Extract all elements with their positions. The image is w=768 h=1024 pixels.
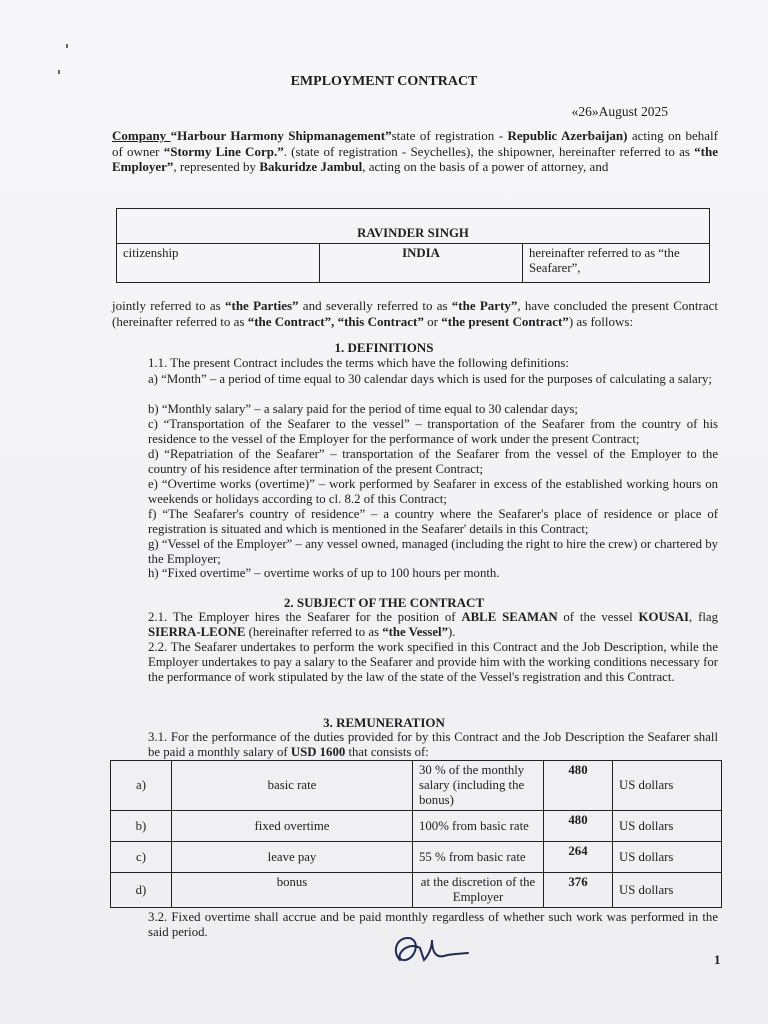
row-letter: b) [111,811,172,842]
clause-text: , flag [689,610,718,624]
definition-item: c) “Transportation of the Seafarer to the vessel” – transportation of the Seafarer from the country of his residence to the vessel of the Employer for the performance of work under the present Contract; [148,417,718,447]
jointly-text: and severally referred to as [298,298,452,313]
row-item: basic rate [172,761,413,811]
clause-text: 2.1. The Employer hires the Seafarer for the position of [148,610,462,624]
definition-item: d) “Repatriation of the Seafarer” – transportation of the Seafarer from the vessel of the Employer to the country of his residence after termination of the present Contract; [148,447,718,477]
document-title: EMPLOYMENT CONTRACT [290,74,478,89]
intro-text: acting on behalf of owner [112,128,718,159]
intro-text: state of registration - [391,128,508,143]
clause-text: (hereinafter referred to as [245,625,383,640]
scan-mark [66,44,68,48]
row-amount: 376 [544,873,613,908]
row-letter: c) [111,842,172,873]
definition-item: f) “The Seafarer's country of residence” – a country where the Seafarer's place of residence or place of registration is situated and which is mentioned in the Seafarer' details in this Contract; [148,507,718,537]
owner-name: “Stormy Line Corp.” [163,143,284,159]
clause-text: of the vessel [557,610,639,624]
representative-name: Bakuridze Jambul [259,159,363,174]
jointly-text: , have concluded the present Contract (hereinafter referred to as [112,298,719,329]
vessel-term: “the Vessel” [382,625,448,640]
row-item: fixed overtime [172,811,413,842]
clause-3-2: 3.2. Fixed overtime shall accrue and be paid monthly regardless of whether such work was performed in the said period. [148,910,718,940]
row-currency: US dollars [613,811,722,842]
section-3-heading: 3. REMUNERATION [323,715,445,730]
seafarer-referred-text: hereinafter referred to as “the Seafarer”, [523,244,710,283]
vessel-name: KOUSAI [638,610,690,624]
intro-text: . (state of registration - Seychelles), the shipowner, hereinafter referred to as [283,143,695,159]
contract-term: “the Contract”, “this Contract” [247,313,424,329]
company-label: Company [112,128,171,143]
definition-item: e) “Overtime works (overtime)” – work performed by Seafarer in excess of the established working hours on weekends or holidays according to cl. 8.2 of this Contract; [148,477,718,507]
signature-stroke [396,938,468,960]
row-amount: 480 [544,811,613,842]
party-term: “the Party” [451,298,518,313]
signature [388,930,478,974]
clause-text: that consists of: [345,745,429,760]
clause-2-2: 2.2. The Seafarer undertakes to perform the work specified in this Contract and the Job Description, while the Employer undertakes to pay a salary to the Seafarer and provide him with the working conditions necessary for the performance of work stipulated by the law of the state of the Vessel's registration and this Contract. [148,640,718,685]
seafarer-name: RAVINDER SINGH [117,209,710,244]
page-number: 1 [714,952,721,967]
clause-2-1 [112,610,718,640]
row-basis: at the discretion of the Employer [413,873,544,908]
remuneration-table [110,760,722,908]
row-letter: d) [111,873,172,908]
row-letter: a) [111,761,172,811]
clause-3-1 [112,730,718,760]
row-currency: US dollars [613,842,722,873]
row-amount: 480 [544,761,613,811]
table-row [111,842,722,873]
section-1-heading: 1. DEFINITIONS [334,340,434,355]
clause-text: ). [447,625,456,640]
parties-term: “the Parties” [225,298,299,313]
vessel-flag: SIERRA-LEONE [148,625,246,640]
row-item: bonus [172,873,413,908]
jointly-paragraph [112,298,718,329]
table-row [111,761,722,811]
present-contract-term: “the present Contract” [441,313,569,329]
jointly-text: jointly referred to as [112,298,225,313]
seafarer-details-table [116,208,710,283]
table-row [111,811,722,842]
row-currency: US dollars [613,761,722,811]
position-value: ABLE SEAMAN [461,610,558,624]
row-item: leave pay [172,842,413,873]
definition-item: g) “Vessel of the Employer” – any vessel owned, managed (including the right to hire the crew) or chartered by the Employer; [148,537,718,567]
row-basis: 55 % from basic rate [413,842,544,873]
contract-date: «26»August 2025 [571,104,668,119]
citizenship-label: citizenship [117,244,320,283]
clause-text: 3.1. For the performance of the duties provided for by this Contract and the Job Description the Seafarer shall be paid a monthly salary of [148,730,718,760]
row-amount: 264 [544,842,613,873]
row-basis: 30 % of the monthly salary (including the bonus) [413,761,544,811]
intro-paragraph [112,128,718,175]
intro-text: , acting on the basis of a power of attorney, and [362,159,609,174]
definition-item: a) “Month” – a period of time equal to 30 calendar days which is used for the purposes of calculating a salary; [148,372,712,386]
definition-item: b) “Monthly salary” – a salary paid for the period of time equal to 30 calendar days; [148,402,578,416]
row-basis: 100% from basic rate [413,811,544,842]
definition-item: h) “Fixed overtime” – overtime works of up to 100 hours per month. [148,566,500,580]
jointly-text: or [423,313,442,329]
registration-country: Republic Azerbaijan) [507,128,628,143]
monthly-salary: USD 1600 [290,745,346,760]
jointly-text: ) as follows: [568,313,634,329]
row-currency: US dollars [613,873,722,908]
section-2-heading: 2. SUBJECT OF THE CONTRACT [283,595,485,610]
definitions-intro: 1.1. The present Contract includes the terms which have the following definitions: [148,356,569,370]
company-name: “Harbour Harmony Shipmanagement” [170,128,392,143]
citizenship-value: INDIA [320,244,523,283]
table-row [111,873,722,908]
intro-text: , represented by [173,159,260,174]
employer-term: “the Employer” [112,143,718,174]
